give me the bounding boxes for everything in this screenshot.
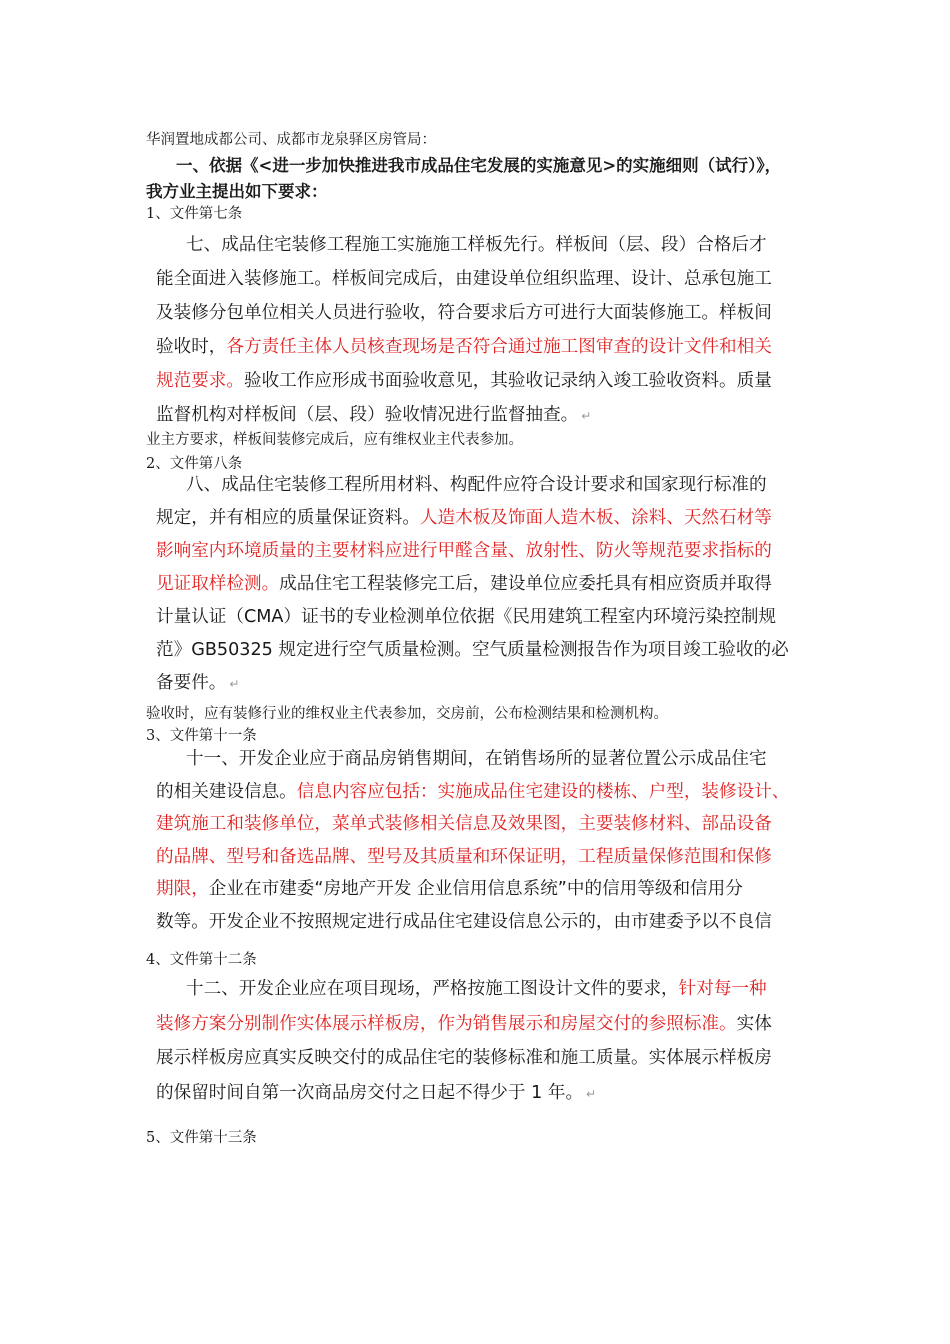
highlighted-text: 针对每一种 bbox=[678, 979, 767, 999]
requirement-note: 验收时，应有装修行业的维权业主代表参加，交房前，公布检测结果和检测机构。 bbox=[146, 706, 668, 722]
highlighted-text: 装修方案分别制作实体展示样板房，作为销售展示和房屋交付的参照标准。 bbox=[156, 1013, 737, 1034]
body-line bbox=[156, 843, 772, 868]
body-line bbox=[186, 975, 767, 1000]
highlighted-text: 信息内容应包括：实施成品住宅建设的楼栋、户型，装修设计、 bbox=[296, 781, 790, 802]
intro-line: 一、依据《<进一步加快推进我市成品住宅发展的实施意见>的实施细则（试行）》， bbox=[176, 156, 782, 175]
body-text: 数等。开发企业不按照规定进行成品住宅建设信息公示的，由市建委予以不良信 bbox=[156, 911, 772, 932]
body-text: 能全面进入装修施工。样板间完成后，由建设单位组织监理、设计、总承包施工 bbox=[156, 269, 772, 289]
body-text: 实体 bbox=[736, 1013, 772, 1034]
body-line bbox=[156, 875, 743, 900]
paragraph-mark-icon: ↵ bbox=[581, 409, 592, 423]
body-line bbox=[186, 745, 767, 770]
highlighted-text: 各方责任主体人员核查现场是否符合通过施工图审查的设计文件和相关 bbox=[226, 337, 772, 357]
highlighted-text: 的品牌、型号和备选品牌、型号及其质量和环保证明，工程质量保修范围和保修 bbox=[156, 846, 772, 867]
body-line bbox=[156, 636, 789, 661]
body-text: 七、成品住宅装修工程施工实施施工样板先行。样板间（层、段）合格后才 bbox=[186, 235, 767, 255]
intro-line: 我方业主提出如下要求： bbox=[146, 182, 328, 201]
body-line bbox=[156, 778, 789, 803]
body-line bbox=[186, 471, 767, 496]
requirement-note: 业主方要求，样板间装修完成后，应有维权业主代表参加。 bbox=[146, 432, 523, 448]
paragraph-mark-icon: ↵ bbox=[229, 677, 240, 691]
addressee-line: 华润置地成都公司、成都市龙泉驿区房管局： bbox=[146, 132, 436, 148]
body-text: 规定，并有相应的质量保证资料。 bbox=[156, 508, 420, 528]
body-text: 成品住宅工程装修完工后，建设单位应委托具有相应资质并取得 bbox=[279, 574, 772, 594]
body-text: 的相关建设信息。 bbox=[156, 781, 297, 802]
body-line bbox=[156, 333, 772, 358]
body-line bbox=[156, 669, 239, 694]
body-text: 十一、开发企业应于商品房销售期间，在销售场所的显著位置公示成品住宅 bbox=[186, 749, 767, 769]
body-line bbox=[186, 231, 767, 256]
body-line bbox=[156, 1010, 772, 1035]
section-heading: 3、文件第十一条 bbox=[146, 728, 257, 744]
body-line bbox=[156, 1044, 772, 1069]
section-heading: 1、文件第七条 bbox=[146, 206, 243, 222]
highlighted-text: 见证取样检测。 bbox=[156, 574, 280, 594]
highlighted-text: 规范要求。 bbox=[156, 371, 244, 391]
highlighted-text: 影响室内环境质量的主要材料应进行甲醛含量、放射性、防火等规范要求指标的 bbox=[156, 541, 772, 561]
body-line bbox=[156, 570, 772, 595]
body-line bbox=[156, 299, 772, 324]
body-text: 的保留时间自第一次商品房交付之日起不得少于 1 年。 bbox=[156, 1082, 584, 1103]
body-text: 验收时， bbox=[156, 337, 227, 357]
body-line bbox=[156, 810, 772, 835]
body-text: 八、成品住宅装修工程所用材料、构配件应符合设计要求和国家现行标准的 bbox=[186, 475, 767, 495]
body-line bbox=[156, 1079, 596, 1104]
body-line bbox=[156, 367, 772, 392]
body-line bbox=[156, 908, 772, 933]
paragraph-mark-icon: ↵ bbox=[586, 1086, 597, 1101]
highlighted-text: 人造木板及饰面人造木板、涂料、天然石材等 bbox=[419, 508, 772, 528]
body-text: 十二、开发企业应在项目现场，严格按施工图设计文件的要求， bbox=[186, 979, 679, 999]
body-line bbox=[156, 603, 776, 628]
section-heading: 2、文件第八条 bbox=[146, 456, 243, 472]
body-line bbox=[156, 504, 772, 529]
body-text: 监督机构对样板间（层、段）验收情况进行监督抽查。 bbox=[156, 405, 579, 425]
body-line bbox=[156, 265, 772, 290]
body-text: 验收工作应形成书面验收意见，其验收记录纳入竣工验收资料。质量 bbox=[243, 371, 772, 391]
body-text: 备要件。 bbox=[156, 673, 227, 693]
body-text: 及装修分包单位相关人员进行验收，符合要求后方可进行大面装修施工。样板间 bbox=[156, 303, 772, 323]
section-heading: 5、文件第十三条 bbox=[146, 1130, 257, 1146]
body-line bbox=[156, 537, 772, 562]
body-text: 企业在市建委“房地产开发 企业信用信息系统”中的信用等级和信用分 bbox=[208, 879, 743, 899]
body-text: 展示样板房应真实反映交付的成品住宅的装修标准和施工质量。实体展示样板房 bbox=[156, 1048, 772, 1068]
highlighted-text: 期限， bbox=[156, 879, 209, 899]
body-text: 计量认证（CMA）证书的专业检测单位依据《民用建筑工程室内环境污染控制规 bbox=[156, 607, 777, 627]
body-text: 范》GB50325 规定进行空气质量检测。空气质量检测报告作为项目竣工验收的必 bbox=[156, 640, 789, 660]
section-heading: 4、文件第十二条 bbox=[146, 952, 257, 968]
body-line bbox=[156, 401, 591, 426]
highlighted-text: 建筑施工和装修单位，菜单式装修相关信息及效果图，主要装修材料、部品设备 bbox=[156, 814, 772, 834]
